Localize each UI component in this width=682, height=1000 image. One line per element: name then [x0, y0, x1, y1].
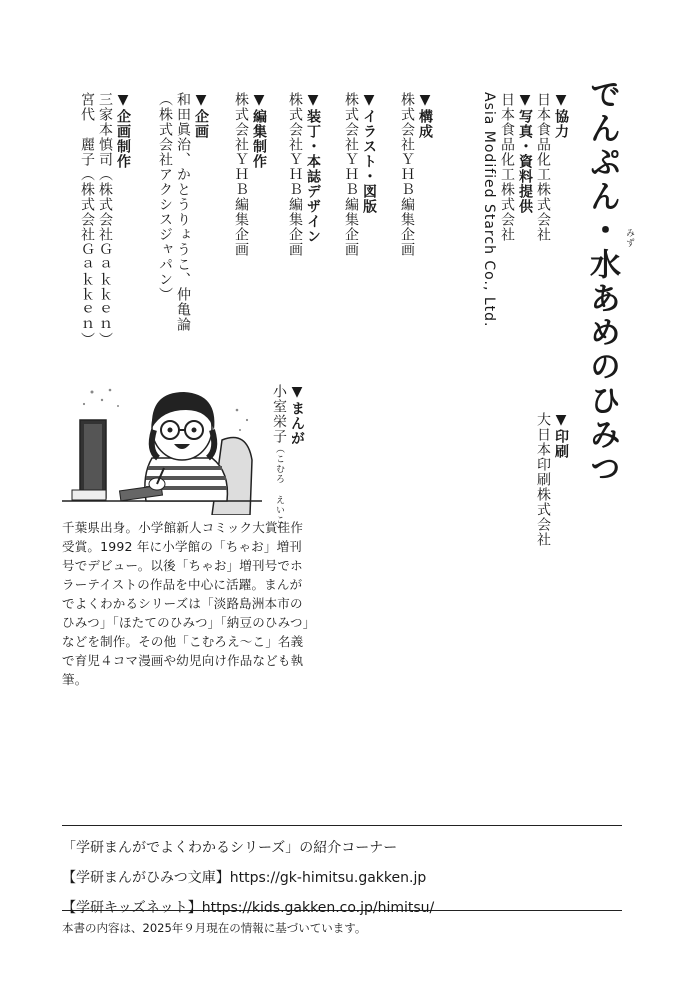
kids-net-link[interactable]: 【学研キッズネット】https://kids.gakken.co.jp/himitsu/ [62, 900, 435, 916]
credit-kosei: ▼構成 株式会社ＹＨＢ編集企画 [399, 92, 433, 257]
credit-editorial: ▼編集制作 株式会社ＹＨＢ編集企画 [233, 92, 267, 257]
credit-kikaku: ▼企画 和田眞治、かとうりょうこ、仲亀論 （株式会社アクシスジャパン） [157, 92, 209, 332]
credit-print: ▼印刷 大日本印刷株式会社 [535, 412, 569, 547]
book-title: でんぷん・水あめのひみつ [584, 78, 620, 486]
credit-kyoryoku: ▼協力 日本食品化工株式会社 [535, 92, 569, 242]
credit-photo: ▼写真・資料提供 日本食品化工株式会社 Asia Modified Starch Co., Ltd. [481, 92, 533, 328]
info-date-note: 本書の内容は、2025年９月現在の情報に基づいています。 [62, 921, 367, 935]
credit-design: ▼装丁・本誌デザイン 株式会社ＹＨＢ編集企画 [287, 92, 321, 257]
manga-artist-illustration [62, 380, 262, 515]
author-bio: 千葉県出身。小学館新人コミック大賞佳作受賞。1992 年に小学館の「ちゃお」増刊号でデビュー。以後「ちゃお」増刊号でホラーテイストの作品を中心に活躍。まんがでよくわかるシリーズは「淡路島洲本市のひみつ」「ほたてのひみつ」「納豆のひみつ」などを制作。その他「こむろえ〜こ」名義で育児４コマ漫画や幼児向け作品なども執筆。 [62, 520, 310, 687]
links-section [62, 833, 434, 923]
credit-kikaku-seisaku: ▼企画制作 三家本慎司（株式会社Ｇａｋｋｅｎ） 宮代 麗子（株式会社Ｇａｋｋｅｎ） [79, 92, 131, 347]
credit-illust: ▼イラスト・図版 株式会社ＹＨＢ編集企画 [343, 92, 377, 257]
divider-top [62, 825, 622, 826]
himitsu-bunko-link[interactable]: 【学研まんがひみつ文庫】https://gk-himitsu.gakken.jp [62, 870, 427, 886]
series-intro-text: 「学研まんがでよくわかるシリーズ」の紹介コーナー [62, 840, 398, 856]
title-ruby: みず [624, 228, 634, 248]
credit-manga: ▼まんが 小室栄子（こむろ えいこ） [271, 384, 305, 535]
